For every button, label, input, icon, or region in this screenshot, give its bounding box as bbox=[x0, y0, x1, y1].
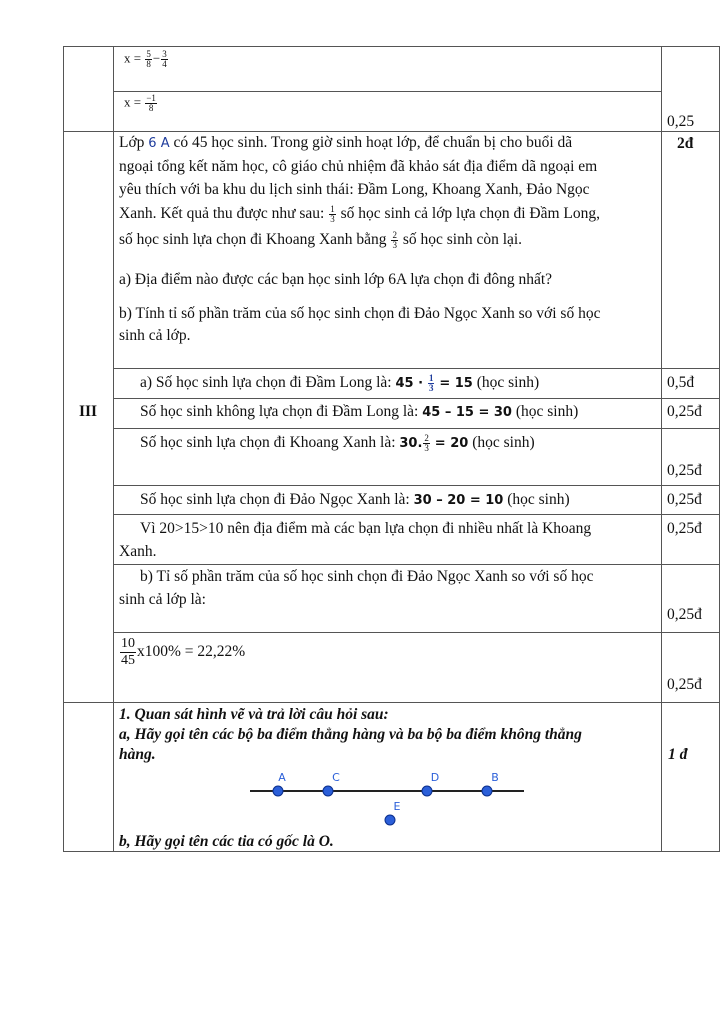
question-1a-line-1: a, Hãy gọi tên các bộ ba điểm thẳng hàng và ba bộ ba điểm không thẳng bbox=[119, 726, 582, 743]
table-border-col2 bbox=[661, 46, 662, 852]
point-d bbox=[422, 786, 432, 796]
table-border-right bbox=[719, 46, 720, 852]
question-1-title: 1. Quan sát hình vẽ và trả lời câu hỏi sau: bbox=[119, 706, 389, 723]
label-d: D bbox=[430, 771, 440, 784]
problem-line-4: Xanh. Kết quả thu được như sau: $\frac{1}{3}$ số học sinh cả lớp lựa chọn đi Đầm Long, bbox=[119, 203, 601, 224]
score-row-6: 0,25đ bbox=[667, 606, 702, 623]
row-divider bbox=[113, 398, 720, 399]
table-border-top bbox=[63, 46, 720, 47]
question-1a-line-2: hàng. bbox=[119, 746, 156, 763]
score-row-3: 0,25đ bbox=[667, 462, 702, 479]
answer-row-6-line-2: sinh cả lớp là: bbox=[119, 591, 206, 608]
answer-row-2: Số học sinh không lựa chọn đi Đầm Long là: 45 – 15 = 30 (học sinh) bbox=[140, 403, 579, 420]
points-figure bbox=[240, 766, 540, 832]
answer-row-5-line-2: Xanh. bbox=[119, 543, 157, 560]
score-row-5: 0,25đ bbox=[667, 520, 702, 537]
table-border-left bbox=[63, 46, 64, 852]
point-c bbox=[323, 786, 333, 796]
table-border-col1 bbox=[113, 46, 114, 852]
equation-1: x = $\frac{5}{8}$ − $\frac{3}{4}$ bbox=[124, 49, 167, 69]
equation-2: x = $\frac{-1}{8}$ bbox=[124, 93, 156, 113]
score-row-1: 0,5đ bbox=[667, 374, 695, 391]
score-row-2: 0,25đ bbox=[667, 403, 702, 420]
row-divider bbox=[113, 514, 720, 515]
answer-row-6-line-1: b) Tỉ số phần trăm của số học sinh chọn đi Đảo Ngọc Xanh so với số học bbox=[140, 568, 594, 585]
problem-line-2: ngoại tổng kết năm học, cô giáo chủ nhiệm đã khảo sát địa điểm dã ngoại em bbox=[119, 158, 598, 175]
question-1b: b, Hãy gọi tên các tia có gốc là O. bbox=[119, 833, 334, 850]
row-divider bbox=[113, 91, 661, 92]
answer-row-4: Số học sinh lựa chọn đi Đảo Ngọc Xanh là: 30 – 20 = 10 (học sinh) bbox=[140, 491, 570, 508]
problem-line-3: yêu thích với ba khu du lịch sinh thái: Đầm Long, Khoang Xanh, Đảo Ngọc bbox=[119, 181, 590, 198]
point-b bbox=[482, 786, 492, 796]
label-b: B bbox=[491, 771, 499, 784]
answer-row-5-line-1: Vì 20>15>10 nên địa điểm mà các bạn lựa chọn đi nhiều nhất là Khoang bbox=[140, 520, 592, 537]
score-row-4: 0,25đ bbox=[667, 491, 702, 508]
label-e: E bbox=[393, 800, 401, 813]
row-divider bbox=[113, 428, 720, 429]
point-e bbox=[385, 815, 395, 825]
section-label: III bbox=[78, 403, 98, 420]
question-a: a) Địa điểm nào được các bạn học sinh lớp 6A lựa chọn đi đông nhất? bbox=[119, 271, 553, 288]
row-divider bbox=[113, 632, 720, 633]
answer-row-1: a) Số học sinh lựa chọn đi Đầm Long là: 45 · $\frac{1}{3}$ = 15 (học sinh) bbox=[140, 372, 540, 393]
label-a: A bbox=[278, 771, 286, 784]
problem-line-5: số học sinh lựa chọn đi Khoang Xanh bằng $\frac{2}{3}$ số học sinh còn lại. bbox=[119, 229, 523, 250]
section-total-score: 2đ bbox=[677, 135, 694, 152]
question-b-line-1: b) Tính tỉ số phần trăm của số học sinh chọn đi Đảo Ngọc Xanh so với số học bbox=[119, 305, 601, 322]
row-divider bbox=[113, 368, 720, 369]
point-a bbox=[273, 786, 283, 796]
label-c: C bbox=[332, 771, 340, 784]
answer-row-3: Số học sinh lựa chọn đi Khoang Xanh là: 30. $\frac{2}{3}$ = 20 (học sinh) bbox=[140, 432, 535, 453]
score-top: 0,25 bbox=[667, 113, 695, 130]
row-divider bbox=[113, 485, 720, 486]
row-divider bbox=[113, 564, 720, 565]
score-question-1: 1 đ bbox=[668, 746, 688, 763]
section-divider bbox=[63, 702, 720, 703]
answer-row-7: $\frac{10}{45}$ x100% = 22,22% bbox=[121, 636, 246, 668]
section-divider bbox=[63, 131, 720, 132]
score-row-7: 0,25đ bbox=[667, 676, 702, 693]
question-b-line-2: sinh cả lớp. bbox=[119, 327, 191, 344]
problem-line-1: Lớp 6 A có 45 học sinh. Trong giờ sinh hoạt lớp, để chuẩn bị cho buổi dã bbox=[119, 134, 573, 151]
